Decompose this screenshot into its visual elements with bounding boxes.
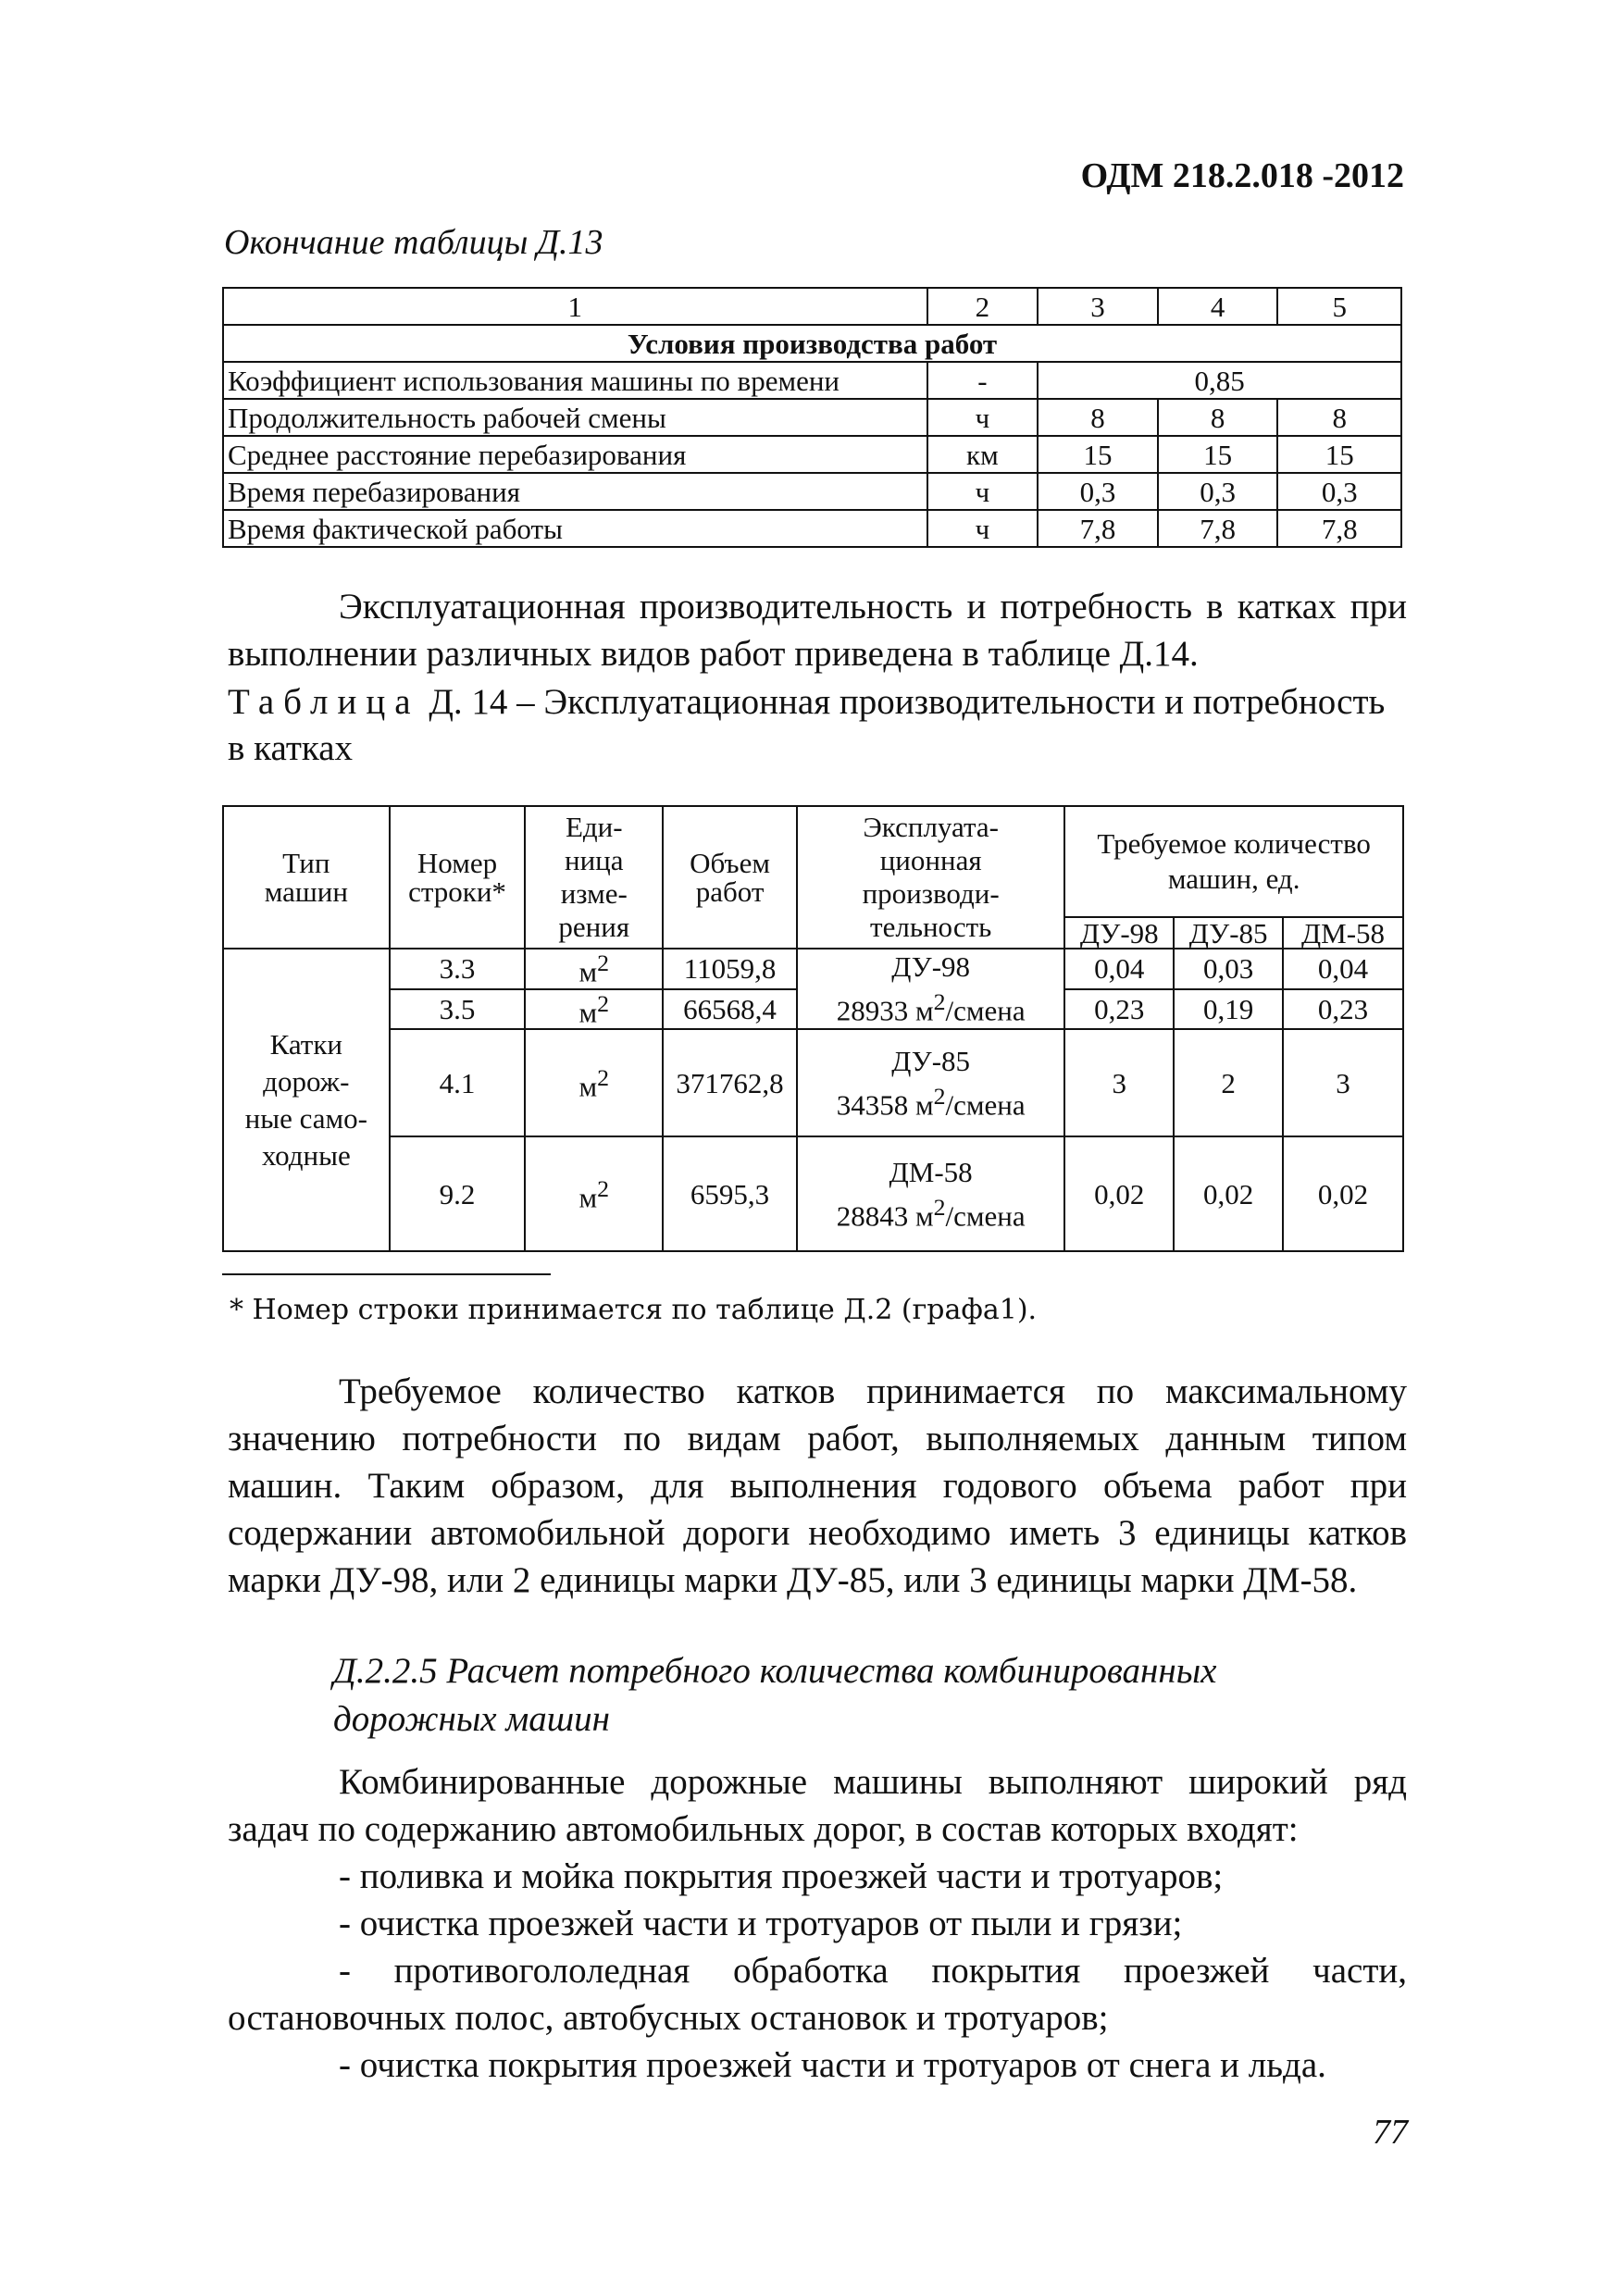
row-value: 7,8 — [1038, 510, 1158, 547]
row-label: Время фактической работы — [223, 510, 927, 547]
column-number: 4 — [1158, 288, 1278, 325]
column-number: 2 — [927, 288, 1039, 325]
unit-cell: $м^2$ — [525, 1029, 663, 1136]
task-list — [228, 1853, 1407, 2089]
table-row — [223, 510, 1401, 547]
row-unit: ч — [927, 473, 1039, 510]
table-row — [223, 949, 1403, 989]
quantity-cell: 0,23 — [1283, 989, 1403, 1030]
row-value: 7,8 — [1277, 510, 1401, 547]
page-number: 77 — [1373, 2113, 1408, 2152]
header-model: ДМ-58 — [1283, 917, 1403, 949]
quantity-cell: 0,23 — [1064, 989, 1174, 1030]
quantity-cell: 0,03 — [1174, 949, 1283, 989]
machine-type-cell: Катки дорож- ные само- ходные — [223, 949, 390, 1251]
productivity-cell: ДУ-85 34358 $м^2$/смена — [797, 1029, 1064, 1136]
table-continuation-title: Окончание таблицы Д.13 — [224, 223, 603, 262]
table-row — [223, 362, 1401, 399]
column-number: 3 — [1038, 288, 1158, 325]
volume-cell: 6595,3 — [663, 1136, 797, 1251]
column-number: 1 — [223, 288, 927, 325]
row-unit: - — [927, 362, 1039, 399]
row-label: Продолжительность рабочей смены — [223, 399, 927, 436]
header-productivity: Эксплуата- ционная производи- тельность — [797, 806, 1064, 949]
quantity-cell: 0,19 — [1174, 989, 1283, 1030]
row-value: 15 — [1038, 436, 1158, 473]
column-number-row — [223, 288, 1401, 325]
row-value: 15 — [1277, 436, 1401, 473]
row-value: 0,3 — [1038, 473, 1158, 510]
table-d13-end — [222, 287, 1402, 548]
row-value: 8 — [1038, 399, 1158, 436]
table-row — [223, 473, 1401, 510]
line-number: 3.3 — [390, 949, 526, 989]
row-label: Коэффициент использования машины по времени — [223, 362, 927, 399]
combined-machines-paragraph — [228, 1758, 1407, 1853]
header-volume: Объем работ — [663, 806, 797, 949]
quantity-cell: 0,04 — [1064, 949, 1174, 989]
document-code: ОДМ 218.2.018 -2012 — [1080, 156, 1404, 195]
line-number: 4.1 — [390, 1029, 526, 1136]
header-row — [223, 806, 1403, 917]
quantity-cell: 2 — [1174, 1029, 1283, 1136]
row-unit: ч — [927, 399, 1039, 436]
row-label: Среднее расстояние перебазирования — [223, 436, 927, 473]
line-number: 3.5 — [390, 989, 526, 1030]
intro-paragraph — [228, 583, 1407, 677]
table-row — [223, 436, 1401, 473]
list-item: - противогололедная обработка покрытия проезжей части, остановочных полос, автобусных остановок и тротуаров; — [228, 1951, 1407, 2038]
footnote: * Номер строки принимается по таблице Д.2 (графа1). — [230, 1294, 1038, 1326]
list-item: - поливка и мойка покрытия проезжей части и тротуаров; — [339, 1856, 1224, 1896]
column-number: 5 — [1277, 288, 1401, 325]
unit-cell: $м^2$ — [525, 1136, 663, 1251]
productivity-cell: ДУ-98 28933 $м^2$/смена — [797, 949, 1064, 1029]
list-item: - очистка покрытия проезжей части и тротуаров от снега и льда. — [339, 2045, 1326, 2085]
quantity-cell: 0,02 — [1064, 1136, 1174, 1251]
footnote-divider — [222, 1273, 551, 1275]
caption-text: Д. 14 – Эксплуатационная производительности и потребность в катках — [228, 682, 1386, 768]
row-unit: ч — [927, 510, 1039, 547]
row-value: 7,8 — [1158, 510, 1278, 547]
header-model: ДУ-98 — [1064, 917, 1174, 949]
header-model: ДУ-85 — [1174, 917, 1283, 949]
quantity-cell: 3 — [1283, 1029, 1403, 1136]
row-label: Время перебазирования — [223, 473, 927, 510]
unit-cell: $м^2$ — [525, 989, 663, 1030]
conclusion-paragraph-text: Требуемое количество катков принимается по максимальному значению потребности по видам работ, выполняемых данным типом машин. Таким образом, для выполнения годового объема работ при содержании автомобильной дороги необходимо иметь 3 единицы катков марки ДУ-98, или 2 единицы марки ДУ-85, или 3 единицы марки ДМ-58. — [228, 1371, 1407, 1600]
table-row — [223, 399, 1401, 436]
productivity-cell: ДМ-58 28843 $м^2$/смена — [797, 1136, 1064, 1251]
row-value: 0,3 — [1158, 473, 1278, 510]
list-item: - очистка проезжей части и тротуаров от пыли и грязи; — [339, 1904, 1183, 1943]
conclusion-paragraph — [228, 1368, 1407, 1604]
row-value-merged: 0,85 — [1038, 362, 1401, 399]
unit-cell: $м^2$ — [525, 949, 663, 989]
section-title: Условия производства работ — [223, 325, 1401, 362]
volume-cell: 371762,8 — [663, 1029, 797, 1136]
caption-word: Таблица — [228, 682, 420, 722]
header-required-quantity: Требуемое количество машин, ед. — [1064, 806, 1403, 917]
combined-machines-text: Комбинированные дорожные машины выполняют широкий ряд задач по содержанию автомобильных дорог, в состав которых входят: — [228, 1762, 1407, 1849]
header-unit: Еди- ница изме- рения — [525, 806, 663, 949]
row-value: 8 — [1158, 399, 1278, 436]
line-number: 9.2 — [390, 1136, 526, 1251]
table-d14-caption — [228, 679, 1407, 772]
quantity-cell: 3 — [1064, 1029, 1174, 1136]
quantity-cell: 0,04 — [1283, 949, 1403, 989]
section-subheading: Д.2.2.5 Расчет потребного количества комбинированных дорожных машин — [333, 1651, 1217, 1739]
row-value: 15 — [1158, 436, 1278, 473]
table-row — [223, 1029, 1403, 1136]
row-unit: км — [927, 436, 1039, 473]
header-line-number: Номер строки* — [390, 806, 526, 949]
volume-cell: 11059,8 — [663, 949, 797, 989]
header-machine-type: Тип машин — [223, 806, 390, 949]
table-d14 — [222, 805, 1404, 1252]
section-row — [223, 325, 1401, 362]
table-row — [223, 1136, 1403, 1251]
row-value: 8 — [1277, 399, 1401, 436]
intro-paragraph-text: Эксплуатационная производительность и потребность в катках при выполнении различных видов работ приведена в таблице Д.14. — [228, 587, 1407, 674]
row-value: 0,3 — [1277, 473, 1401, 510]
quantity-cell: 0,02 — [1283, 1136, 1403, 1251]
volume-cell: 66568,4 — [663, 989, 797, 1030]
quantity-cell: 0,02 — [1174, 1136, 1283, 1251]
